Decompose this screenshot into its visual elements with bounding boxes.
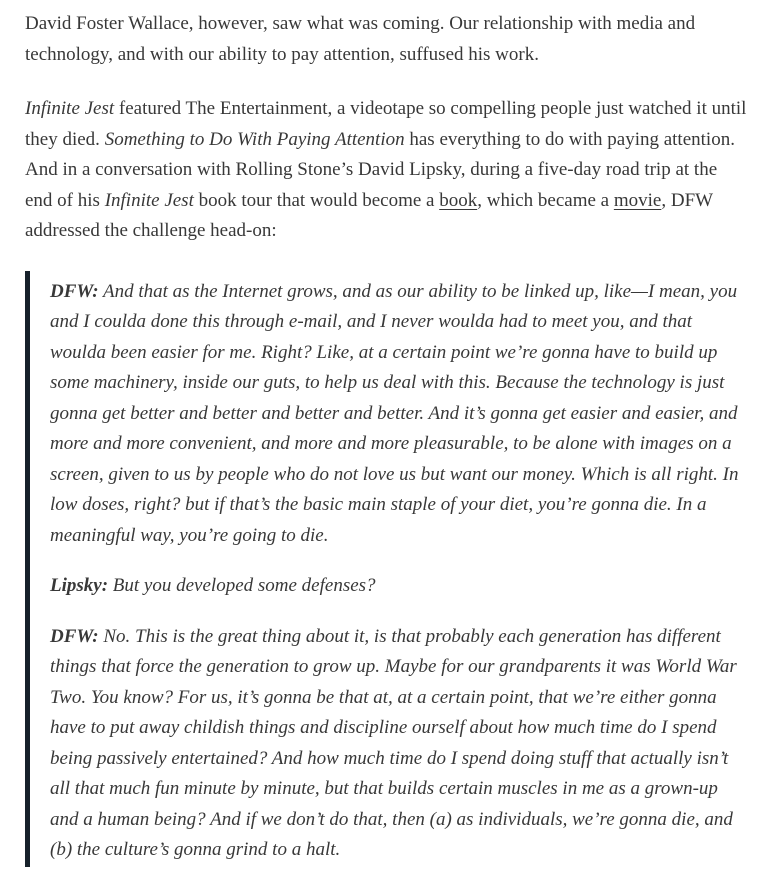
link-movie[interactable]: movie — [613, 189, 662, 211]
link-book[interactable]: book — [439, 189, 478, 211]
text-segment: book tour that would become a — [193, 189, 440, 211]
text-segment: DFW: — [50, 280, 99, 302]
text-segment: And that as the Internet grows, and as our ability to be linked up, like—I mean, you and I coulda done this through e-mail, and I never woulda had to meet you, and that woulda been easier for me. Right? Like, at a certain point we’re gonna have to build up some machinery, inside our guts, to help us deal with this. Because the technology is just gonna get better and better and better and better. And it’s gonna get easier and easier, and more and more convenient, and more and more pleasurable, to be alone with images on a screen, given to us by people who do not love us but want our money. Which is all right. In low doses, right? but if that’s the basic main staple of your diet, you’re gonna die. In a meaningful way, you’re going to die. — [50, 280, 739, 546]
text-segment: David Foster Wallace, however, saw what was coming. Our relationship with media and technology, and with our ability to pay attention, suffused his work. — [25, 13, 696, 65]
interview-blockquote — [25, 271, 747, 867]
text-segment: , DFW addressed the challenge head-on: — [25, 189, 713, 241]
paragraph-infinite-jest — [25, 94, 747, 247]
text-segment: DFW: — [50, 625, 99, 647]
text-segment: Infinite Jest — [104, 189, 194, 211]
text-segment: No. This is the great thing about it, is that probably each generation has different things that force the generation to grow up. Maybe for our grandparents it was World War Two. You know? For us, it’s gonna be that at, at a certain point, that we’re either gonna have to put away childish things and discipline ourself about how much time do I spend being passively entertained? And how much time do I spend doing stuff that actually isn’t all that much fun minute by minute, but that builds certain muscles in me as a grown-up and a human being? And if we don’t do that, then (a) as individuals, we’re gonna die, and (b) the culture’s gonna grind to a halt. — [50, 625, 737, 860]
paragraph-intro — [25, 9, 747, 70]
quote-paragraph-dfw-1 — [50, 277, 742, 552]
text-segment: Something to Do With Paying Attention — [104, 128, 405, 150]
quote-paragraph-dfw-2 — [50, 622, 742, 866]
text-segment: , which became a — [477, 189, 614, 211]
text-segment: featured The Entertainment, a videotape so compelling people just watched it until they died. — [25, 98, 747, 150]
text-segment: Infinite Jest — [25, 98, 115, 119]
text-segment: Lipsky: — [50, 575, 109, 596]
article-body — [25, 9, 747, 867]
text-segment: has everything to do with paying attention. And in a conversation with Rolling Stone’s David Lipsky, during a five-day road trip at the end of his — [25, 128, 735, 211]
text-segment: But you developed some defenses? — [108, 575, 376, 596]
quote-paragraph-lipsky — [50, 571, 742, 602]
